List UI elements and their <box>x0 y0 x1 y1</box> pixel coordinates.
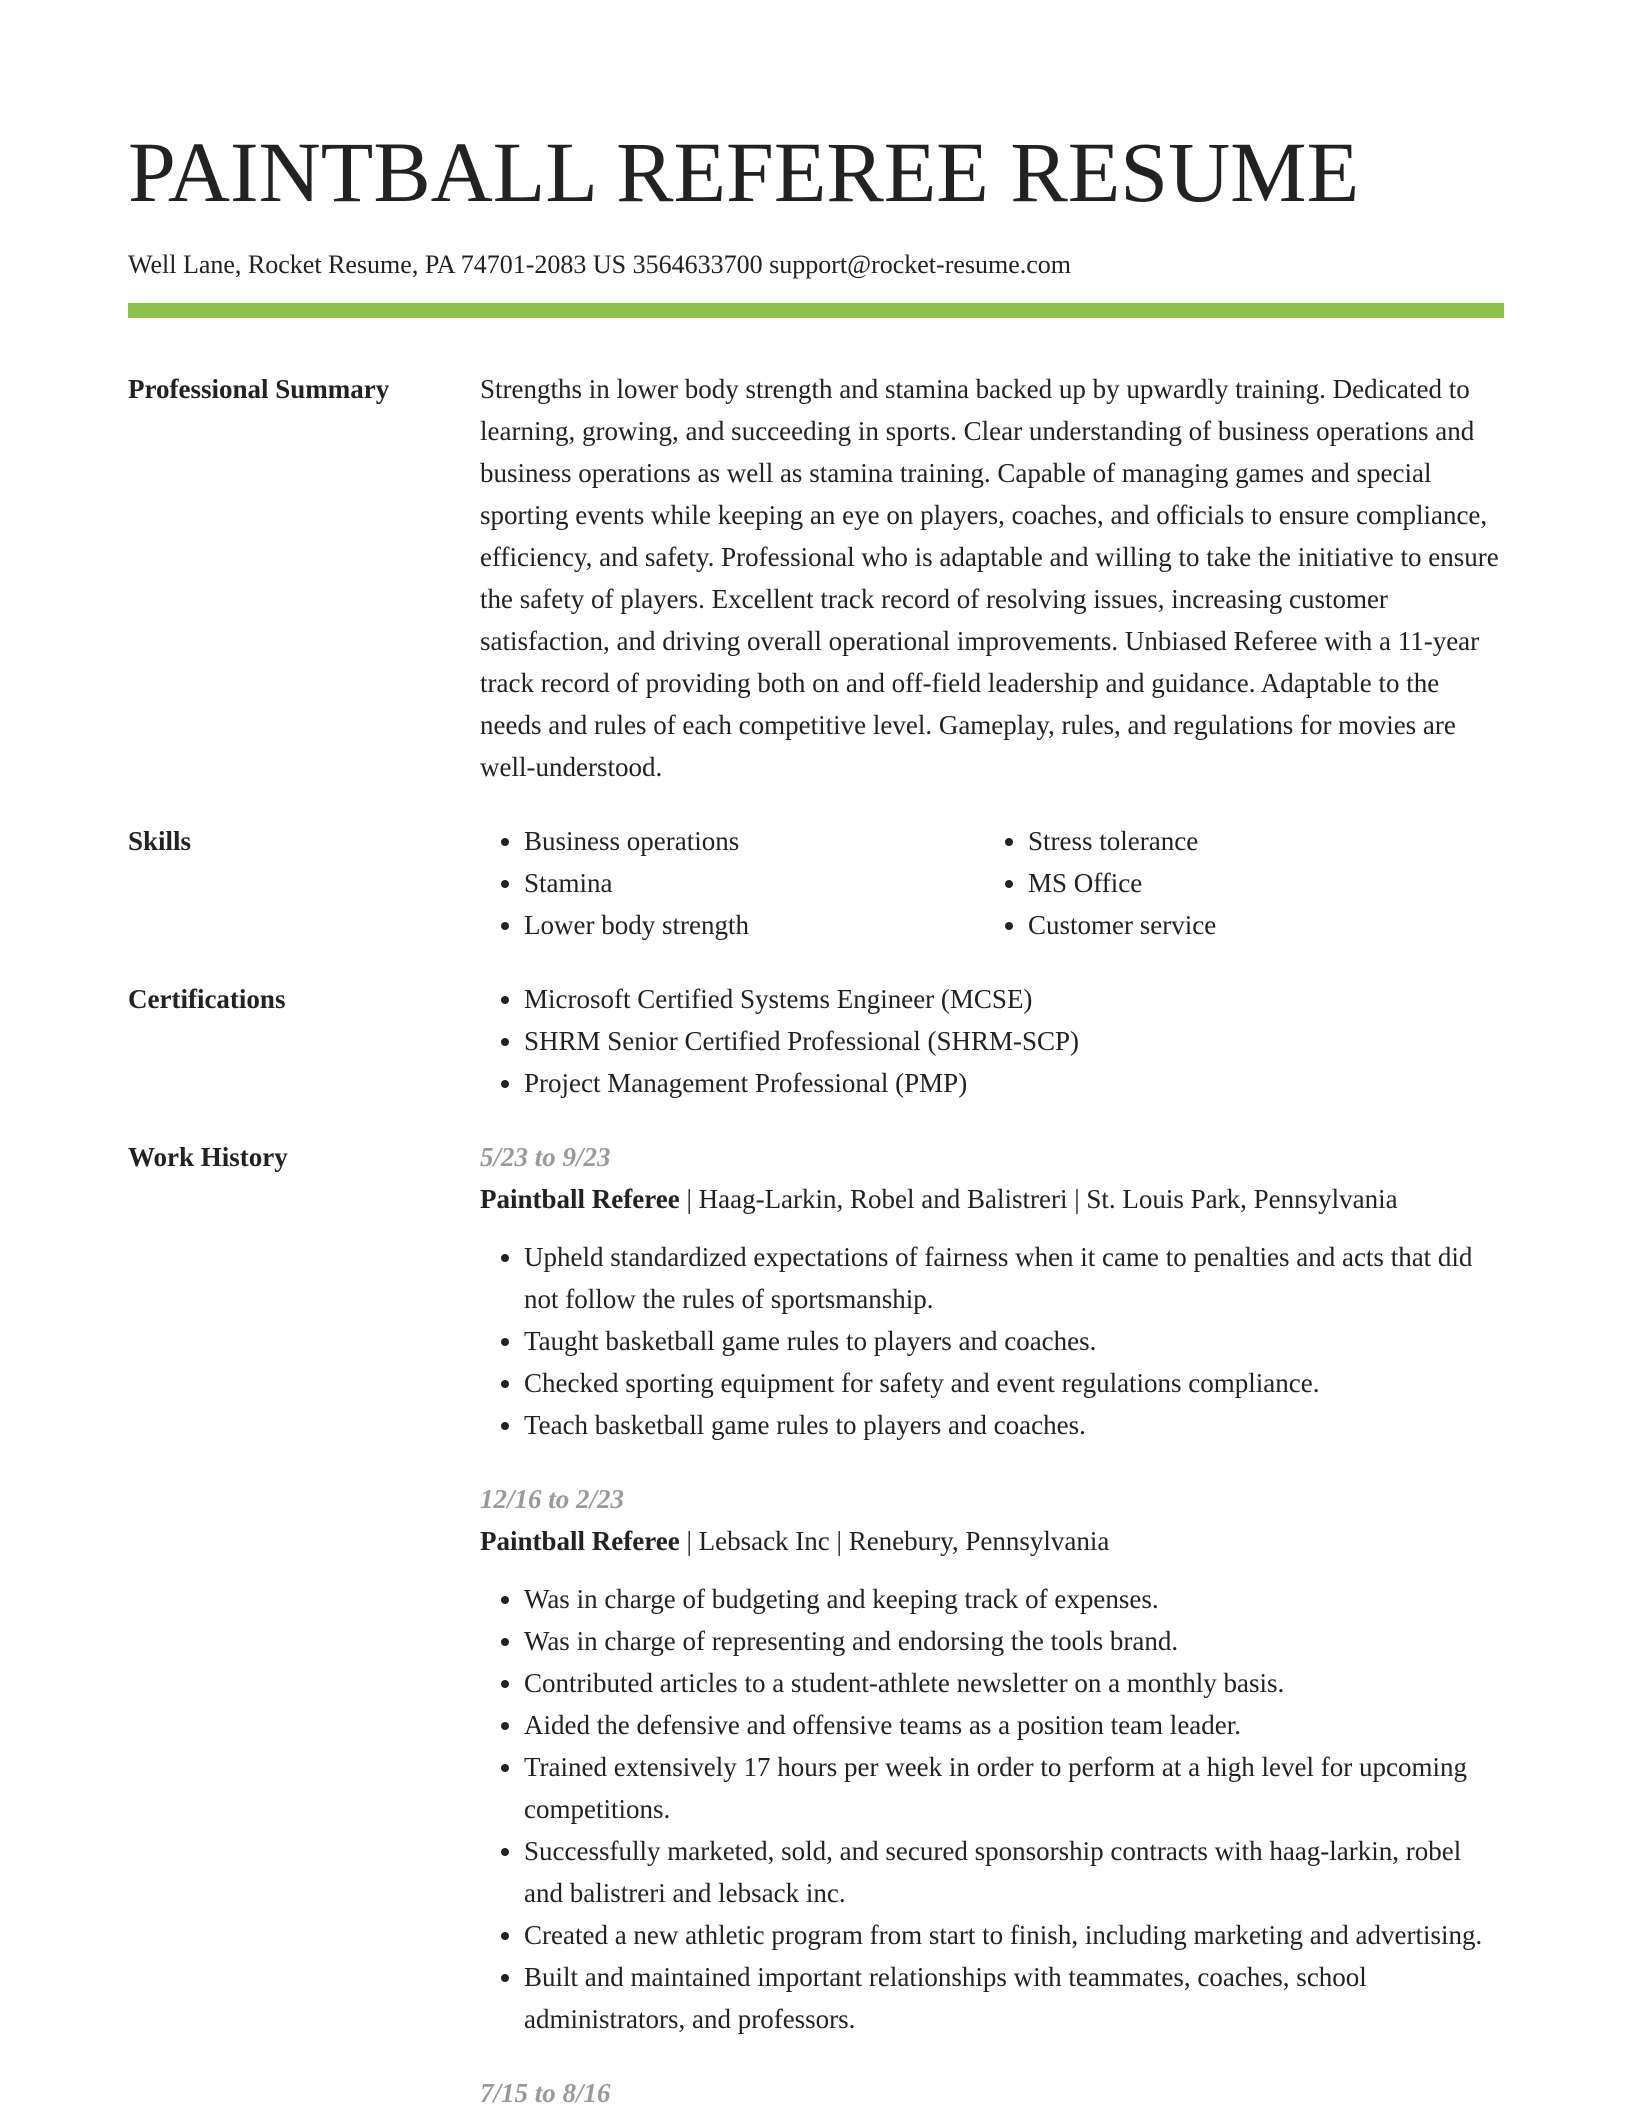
job-bullets <box>480 1236 1504 1446</box>
skill-item: • Customer service <box>1028 904 1488 946</box>
work-history-label: Work History <box>128 1142 288 1172</box>
certification-item: • Microsoft Certified Systems Engineer (MCSE) <box>524 978 1504 1020</box>
summary-text: Strengths in lower body strength and stamina backed up by upwardly training. Dedicated to learning, growing, and succeeding in sports. Clear understanding of business operations and business operations as well as stamina training. Capable of managing games and special sporting events while keeping an eye on players, coaches, and officials to ensure compliance, efficiency, and safety. Professional who is adaptable and willing to take the initiative to ensure the safety of players. Excellent track record of resolving issues, increasing customer satisfaction, and driving overall operational improvements. Unbiased Referee with a 11-year track record of providing both on and off-field leadership and guidance. Adaptable to the needs and rules of each competitive level. Gameplay, rules, and regulations for movies are well-understood. <box>480 374 1499 782</box>
job-bullet: • Contributed articles to a student-athlete newsletter on a monthly basis. <box>524 1662 1504 1704</box>
skills-columns <box>480 820 1504 946</box>
job-bullet: • Built and maintained important relationships with teammates, coaches, school administrators, and professors. <box>524 1956 1504 2040</box>
skill-item: • Stress tolerance <box>1028 820 1488 862</box>
job-bullets <box>480 1578 1504 2040</box>
certifications-list <box>480 978 1504 1104</box>
job-bullet: • Aided the defensive and offensive teams as a position team leader. <box>524 1704 1504 1746</box>
resume-title: PAINTBALL REFEREE RESUME <box>128 124 1360 220</box>
accent-divider <box>128 303 1504 318</box>
certifications-body <box>480 978 1504 1104</box>
job-heading <box>480 1178 1504 1220</box>
contact-line: Well Lane, Rocket Resume, PA 74701-2083 US 3564633700 support@rocket-resume.com <box>128 250 1072 279</box>
job-bullet: • Successfully marketed, sold, and secured sponsorship contracts with haag-larkin, robel and balistreri and lebsack inc. <box>524 1830 1504 1914</box>
certifications-section <box>128 978 1504 1104</box>
job-dates: 12/16 to 2/23 <box>480 1484 625 1514</box>
job-details: | Haag-Larkin, Robel and Balistreri | St. Louis Park, Pennsylvania <box>679 1184 1398 1214</box>
certification-item: • Project Management Professional (PMP) <box>524 1062 1504 1104</box>
job-dates: 5/23 to 9/23 <box>480 1142 611 1172</box>
skill-item: • Lower body strength <box>524 904 984 946</box>
skills-list-right <box>984 820 1488 946</box>
summary-label: Professional Summary <box>128 374 390 404</box>
job-entry <box>480 1478 1504 2040</box>
job-title: Paintball Referee <box>480 1526 680 1556</box>
skill-item: • MS Office <box>1028 862 1488 904</box>
job-bullet: • Was in charge of representing and endorsing the tools brand. <box>524 1620 1504 1662</box>
skills-list-left <box>480 820 984 946</box>
job-bullet: • Upheld standardized expectations of fairness when it came to penalties and acts that did not follow the rules of sportsmanship. <box>524 1236 1504 1320</box>
skills-label: Skills <box>128 826 192 856</box>
job-bullet: • Taught basketball game rules to players and coaches. <box>524 1320 1504 1362</box>
skill-item: • Business operations <box>524 820 984 862</box>
job-heading <box>480 1520 1504 1562</box>
job-bullet: • Created a new athletic program from start to finish, including marketing and advertising. <box>524 1914 1504 1956</box>
job-bullet: • Trained extensively 17 hours per week in order to perform at a high level for upcoming competitions. <box>524 1746 1504 1830</box>
job-bullet: • Teach basketball game rules to players and coaches. <box>524 1404 1504 1446</box>
work-history-body <box>480 1136 1504 2114</box>
job-entry <box>480 2072 1504 2114</box>
job-dates: 7/15 to 8/16 <box>480 2078 611 2108</box>
certifications-label: Certifications <box>128 984 286 1014</box>
job-details: | Lebsack Inc | Renebury, Pennsylvania <box>679 1526 1110 1556</box>
certification-item: • SHRM Senior Certified Professional (SHRM-SCP) <box>524 1020 1504 1062</box>
work-history-section <box>128 1136 1504 2114</box>
job-entry <box>480 1136 1504 1446</box>
job-bullet: • Was in charge of budgeting and keeping track of expenses. <box>524 1578 1504 1620</box>
skills-section <box>128 820 1504 946</box>
job-title: Paintball Referee <box>480 1184 680 1214</box>
skill-item: • Stamina <box>524 862 984 904</box>
summary-section <box>128 368 1504 788</box>
job-bullet: • Checked sporting equipment for safety and event regulations compliance. <box>524 1362 1504 1404</box>
